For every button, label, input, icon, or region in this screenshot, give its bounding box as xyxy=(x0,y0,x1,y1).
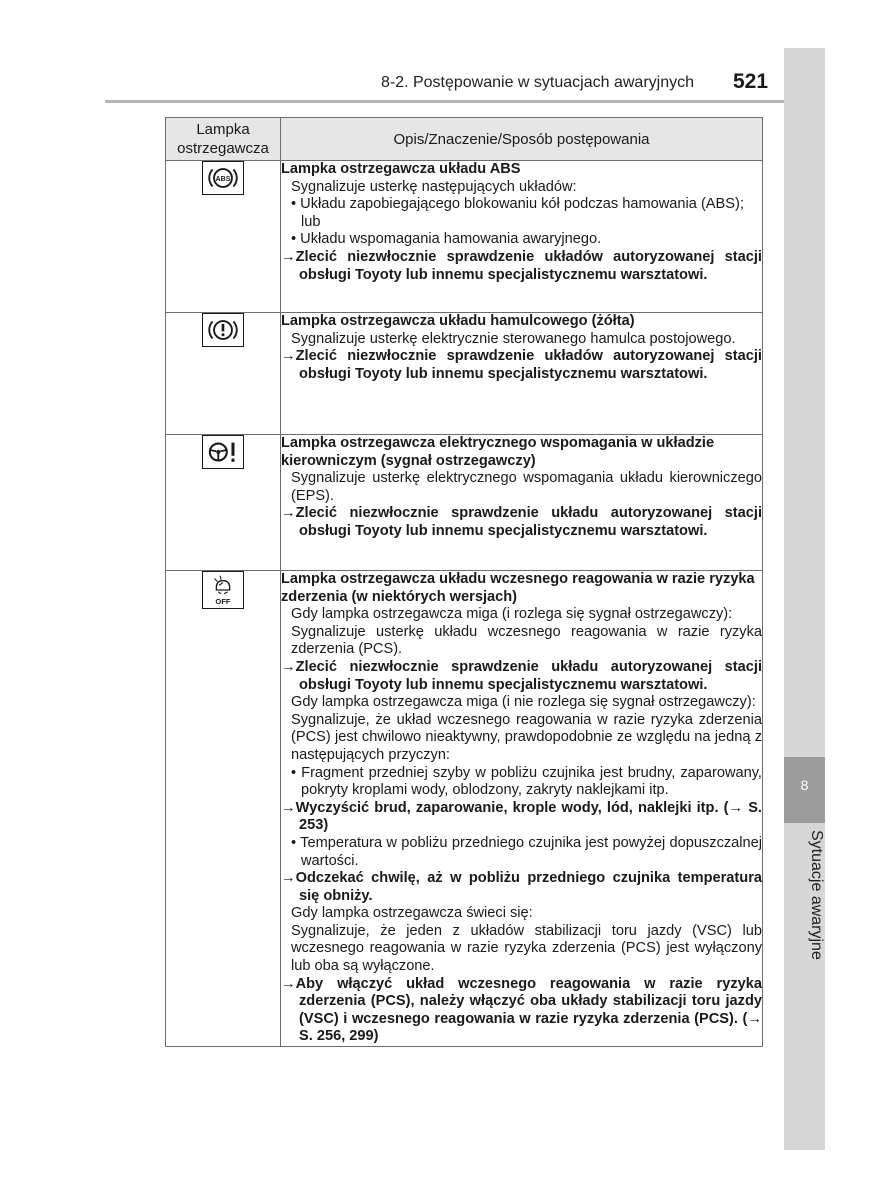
row-text: Gdy lampka ostrzegawcza miga (i rozlega się sygnał ostrzegawczy): xyxy=(291,606,733,623)
bullet-item: • Układu wspomagania hamowania awaryjnego. xyxy=(291,231,602,248)
warning-lights-table xyxy=(165,117,763,1047)
row-title: Lampka ostrzegawcza układu ABS xyxy=(281,161,521,177)
abs-warning-icon xyxy=(202,161,244,195)
side-tab-strip xyxy=(784,48,825,1150)
row-text: Sygnalizuje usterkę następujących układów: xyxy=(291,178,577,195)
description-cell xyxy=(281,571,763,1047)
bullet-item: • Układu zapobiegającego blokowaniu kół podczas hamowania (ABS); lub xyxy=(291,196,744,230)
icon-cell xyxy=(166,435,281,571)
svg-text:ABS: ABS xyxy=(215,175,231,183)
brake-warning-icon xyxy=(202,313,244,347)
row-text: Sygnalizuje, że układ wczesnego reagowania w razie ryzyka zderzenia (PCS) jest chwilowo nieaktywny, prawdopodobnie ze względu na jedną z następujących przyczyn: xyxy=(291,711,762,763)
column-header-description: Opis/Znaczenie/Sposób postępowania xyxy=(281,118,763,161)
icon-cell xyxy=(166,313,281,435)
row-text: Sygnalizuje, że jeden z układów stabilizacji toru jazdy (VSC) lub wczesnego reagowania w razie ryzyka zderzenia (PCS) jest wyłączony lub oba są wyłączone. xyxy=(291,922,762,975)
chapter-number: 8 xyxy=(800,777,809,793)
icon-cell xyxy=(166,161,281,313)
row-title: Lampka ostrzegawcza elektrycznego wspomagania w układzie kierowniczym (sygnał ostrzegawczy) xyxy=(281,435,715,469)
action-text: →Aby włączyć układ wczesnego reagowania w razie ryzyka zderzenia (PCS), należy włączyć oba układy stabilizacji toru jazdy (VSC) i wczesnego reagowania w razie ryzyka zderzenia (PCS). (→ S. 256, 299) xyxy=(281,975,762,1045)
table-row xyxy=(166,571,763,1047)
row-text: Gdy lampka ostrzegawcza świeci się: xyxy=(291,905,533,922)
row-title: Lampka ostrzegawcza układu wczesnego reagowania w razie ryzyka zderzenia (w niektórych wersjach) xyxy=(281,571,755,605)
description-cell xyxy=(281,161,763,313)
page-number: 521 xyxy=(733,70,769,93)
section-title: 8-2. Postępowanie w sytuacjach awaryjnych xyxy=(380,74,694,91)
action-text: →Wyczyścić brud, zaparowanie, krople wody, lód, naklejki itp. (→ S. 253) xyxy=(281,799,762,834)
description-cell xyxy=(281,313,763,435)
header-divider xyxy=(105,100,784,103)
icon-cell xyxy=(166,571,281,1047)
action-text: →Zlecić niezwłocznie sprawdzenie układu autoryzowanej stacji obsługi Toyoty lub innemu specjalistycznemu warsztatowi. xyxy=(281,658,762,693)
row-text: Gdy lampka ostrzegawcza miga (i nie rozlega się sygnał ostrzegawczy): xyxy=(291,694,756,711)
table-row xyxy=(166,313,763,435)
action-text: →Zlecić niezwłocznie sprawdzenie układów autoryzowanej stacji obsługi Toyoty lub innemu specjalistycznemu warsztatowi. xyxy=(281,248,762,283)
table-row xyxy=(166,435,763,571)
row-title: Lampka ostrzegawcza układu hamulcowego (żółta) xyxy=(281,313,635,329)
bullet-item: • Temperatura w pobliżu przedniego czujnika jest powyżej dopuszczalnej wartości. xyxy=(291,834,762,869)
action-text: →Zlecić niezwłocznie sprawdzenie układów autoryzowanej stacji obsługi Toyoty lub innemu specjalistycznemu warsztatowi. xyxy=(281,348,762,382)
eps-warning-icon xyxy=(202,435,244,469)
action-text: →Odczekać chwilę, aż w pobliżu przedniego czujnika temperatura się obniży. xyxy=(281,870,762,904)
description-cell xyxy=(281,435,763,571)
pcs-off-label: OFF xyxy=(215,597,231,607)
row-text: Sygnalizuje usterkę elektrycznie sterowanego hamulca postojowego. xyxy=(291,330,736,347)
row-text: Sygnalizuje usterkę układu wczesnego reagowania w razie ryzyka zderzenia (PCS). xyxy=(291,623,762,658)
row-text: Sygnalizuje usterkę elektrycznego wspomagania układu kierowniczego (EPS). xyxy=(291,470,762,504)
chapter-tab[interactable] xyxy=(784,757,825,823)
column-header-lamp: Lampka ostrzegawcza xyxy=(166,118,281,161)
action-text: →Zlecić niezwłocznie sprawdzenie układu autoryzowanej stacji obsługi Toyoty lub innemu specjalistycznemu warsztatowi. xyxy=(281,505,762,539)
bullet-item: • Fragment przedniej szyby w pobliżu czujnika jest brudny, zaparowany, pokryty kroplami wody, oblodzony, zakryty naklejkami itp. xyxy=(291,764,762,799)
pcs-off-icon xyxy=(202,571,244,609)
chapter-title: Sytuacje awaryjne xyxy=(808,830,825,960)
table-header-row xyxy=(166,118,763,161)
table-row xyxy=(166,161,763,313)
